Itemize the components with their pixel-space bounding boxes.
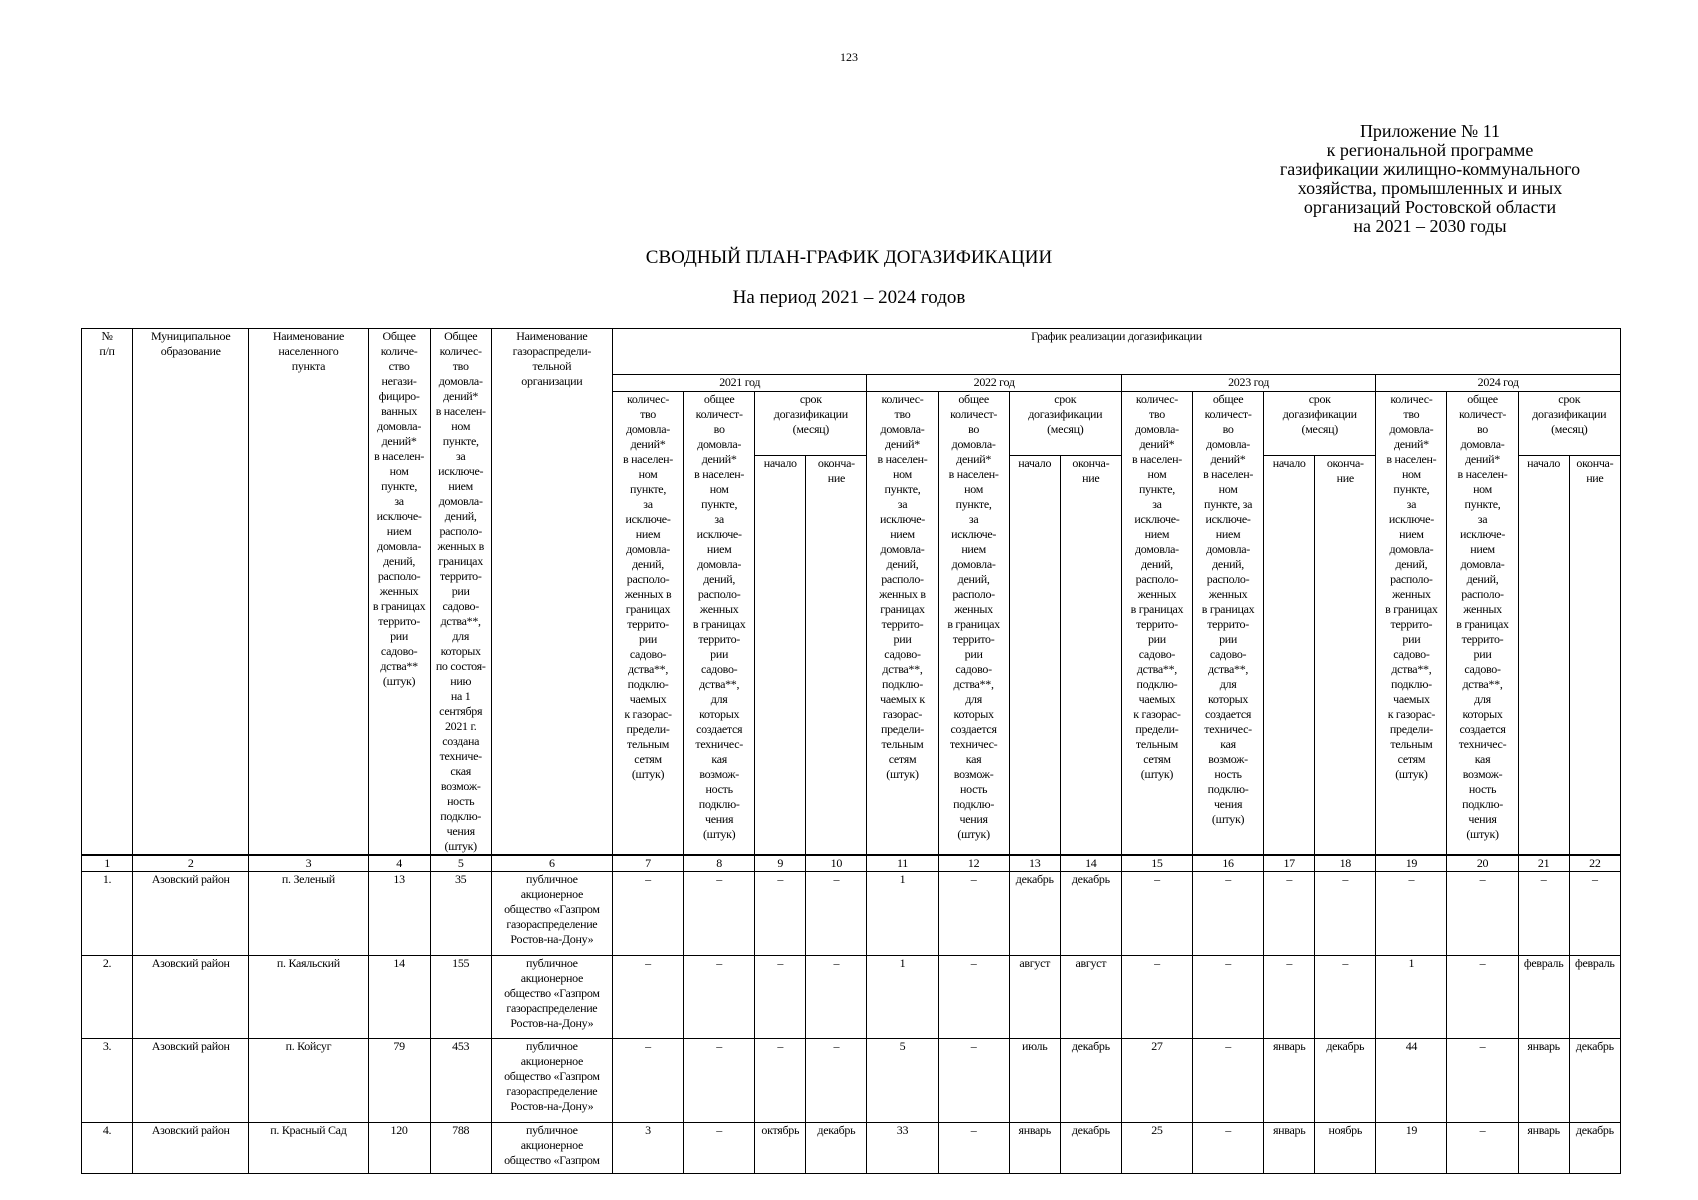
- table-cell: 35: [430, 872, 491, 956]
- table-cell: –: [1518, 872, 1569, 956]
- table-cell: –: [806, 872, 867, 956]
- appendix-line: организаций Ростовской области: [1303, 197, 1557, 217]
- table-cell: –: [1121, 955, 1192, 1039]
- table-cell: август: [1009, 955, 1060, 1039]
- column-number: 4: [368, 855, 430, 872]
- table-cell: июль: [1009, 1039, 1060, 1123]
- table-cell: –: [1376, 872, 1447, 956]
- table-cell: –: [1193, 1123, 1264, 1173]
- table-cell: январь: [1518, 1123, 1569, 1173]
- header-year-2024: 2024 год: [1376, 375, 1621, 392]
- header-connected: количес- тво домовла- дений* в населен- ном пункте, за исключе- нием домовла- дений, располо- женных в границах террито- рии садово- дства**, подклю- чаемых к газорас- предели- тельным сетям (штук): [1376, 392, 1447, 856]
- header-start: начало: [1009, 455, 1060, 855]
- header-municipality: Муниципальное образование: [133, 329, 249, 856]
- header-connected: количес- тво домовла- дений* в населен- ном пункте, за исключе- нием домовла- дений, располо- женных в границах террито- рии садово- дства**, подклю- чаемых к газорас- предели- тельным сетям (штук): [867, 392, 938, 856]
- table-cell: ноябрь: [1315, 1123, 1376, 1173]
- column-number: 6: [491, 855, 612, 872]
- column-number: 7: [612, 855, 683, 872]
- table-cell: –: [684, 1039, 755, 1123]
- table-cell: –: [938, 872, 1009, 956]
- table-cell: п. Красный Сад: [249, 1123, 368, 1173]
- header-year-2023: 2023 год: [1121, 375, 1375, 392]
- table-cell: февраль: [1569, 955, 1620, 1039]
- table-cell: январь: [1518, 1039, 1569, 1123]
- table-cell: декабрь: [806, 1123, 867, 1173]
- header-total-capable: Общее количес- тво домовла- дений* в населен- ном пункте, за исключе- нием домовла- дений, располо- женных в границах террито- рии садово- дства**, для которых по состоя- нию на 1 сентября 2021 г. создана техниче- ская возмож- ность подклю- чения (штук): [430, 329, 491, 856]
- table-cell: август: [1060, 955, 1121, 1039]
- header-created: общее количест- во домовла- дений* в населен- ном пункте, за исключе- нием домовла- дений, располо- женных в границах террито- рии садово- дства**, для которых создается техничес- кая возмож- ность подклю- чения (штук): [938, 392, 1009, 856]
- table-cell: 120: [368, 1123, 430, 1173]
- header-num: № п/п: [82, 329, 133, 856]
- column-number: 17: [1264, 855, 1315, 872]
- table-cell: публичное акционерное общество «Газпром газораспределение Ростов-на-Дону»: [491, 872, 612, 956]
- table-cell: 33: [867, 1123, 938, 1173]
- header-year-2022: 2022 год: [867, 375, 1121, 392]
- table-cell: п. Каяльский: [249, 955, 368, 1039]
- document-subtitle: На период 2021 – 2024 годов: [732, 287, 966, 308]
- table-cell: –: [1193, 872, 1264, 956]
- column-number: 9: [755, 855, 806, 872]
- table-cell: 14: [368, 955, 430, 1039]
- table-cell: 13: [368, 872, 430, 956]
- appendix-line: к региональной программе: [1326, 140, 1534, 160]
- column-number: 10: [806, 855, 867, 872]
- table-cell: 3.: [82, 1039, 133, 1123]
- header-end: оконча- ние: [1569, 455, 1620, 855]
- table-cell: –: [1193, 955, 1264, 1039]
- table-cell: 1: [867, 955, 938, 1039]
- column-number: 21: [1518, 855, 1569, 872]
- appendix-line: Приложение № 11: [1359, 121, 1501, 141]
- table-cell: Азовский район: [133, 872, 249, 956]
- header-year-2021: 2021 год: [612, 375, 866, 392]
- column-number: 8: [684, 855, 755, 872]
- table-cell: –: [1193, 1039, 1264, 1123]
- table-cell: –: [1447, 1039, 1518, 1123]
- document-title: СВОДНЫЙ ПЛАН-ГРАФИК ДОГАЗИФИКАЦИИ: [645, 247, 1053, 268]
- table-cell: Азовский район: [133, 1039, 249, 1123]
- table-cell: октябрь: [755, 1123, 806, 1173]
- header-start: начало: [1264, 455, 1315, 855]
- page-number: 123: [840, 50, 858, 64]
- table-cell: –: [755, 1039, 806, 1123]
- table-cell: декабрь: [1009, 872, 1060, 956]
- header-term: срок догазификации (месяц): [1009, 392, 1121, 456]
- header-term: срок догазификации (месяц): [1518, 392, 1620, 456]
- table-cell: 1.: [82, 872, 133, 956]
- table-cell: 453: [430, 1039, 491, 1123]
- table-cell: –: [1315, 955, 1376, 1039]
- table-cell: –: [938, 1039, 1009, 1123]
- table-cell: публичное акционерное общество «Газпром газораспределение Ростов-на-Дону»: [491, 955, 612, 1039]
- table-cell: –: [938, 1123, 1009, 1173]
- header-end: оконча- ние: [806, 455, 867, 855]
- table-cell: –: [684, 872, 755, 956]
- header-settlement: Наименование населенного пункта: [249, 329, 368, 856]
- table-cell: –: [612, 1039, 683, 1123]
- table-cell: 25: [1121, 1123, 1192, 1173]
- table-cell: декабрь: [1060, 872, 1121, 956]
- table-cell: январь: [1264, 1039, 1315, 1123]
- table-cell: п. Зеленый: [249, 872, 368, 956]
- column-number: 13: [1009, 855, 1060, 872]
- header-end: оконча- ние: [1315, 455, 1376, 855]
- table-cell: –: [1447, 872, 1518, 956]
- column-number: 20: [1447, 855, 1518, 872]
- column-number: 1: [82, 855, 133, 872]
- table-cell: 5: [867, 1039, 938, 1123]
- table-body: [82, 855, 1621, 1173]
- header-term: срок догазификации (месяц): [1264, 392, 1376, 456]
- table-cell: Азовский район: [133, 955, 249, 1039]
- header-connected: количес- тво домовла- дений* в населен- ном пункте, за исключе- нием домовла- дений, располо- женных в границах террито- рии садово- дства**, подклю- чаемых к газорас- предели- тельным сетям (штук): [612, 392, 683, 856]
- column-number: 3: [249, 855, 368, 872]
- table-row: [82, 955, 1621, 1039]
- table-cell: публичное акционерное общество «Газпром газораспределение Ростов-на-Дону»: [491, 1039, 612, 1123]
- table-cell: Азовский район: [133, 1123, 249, 1173]
- column-number: 5: [430, 855, 491, 872]
- table-cell: –: [755, 955, 806, 1039]
- column-numbers-row: [82, 855, 1621, 872]
- table-cell: декабрь: [1569, 1039, 1620, 1123]
- table-cell: 4.: [82, 1123, 133, 1173]
- appendix-block: [1240, 122, 1620, 236]
- header-created: общее количест- во домовла- дений* в населен- ном пункте, за исключе- нием домовла- дений, располо- женных в границах террито- рии садово- дства**, для которых создается техничес- кая возмож- ность подклю- чения (штук): [1447, 392, 1518, 856]
- header-start: начало: [1518, 455, 1569, 855]
- table-cell: –: [1264, 955, 1315, 1039]
- column-number: 15: [1121, 855, 1192, 872]
- table-row: [82, 1123, 1621, 1173]
- table-cell: –: [684, 955, 755, 1039]
- column-number: 16: [1193, 855, 1264, 872]
- table-cell: п. Койсуг: [249, 1039, 368, 1123]
- table-cell: 27: [1121, 1039, 1192, 1123]
- header-term: срок догазификации (месяц): [755, 392, 867, 456]
- column-number: 19: [1376, 855, 1447, 872]
- header-connected: количес- тво домовла- дений* в населен- ном пункте, за исключе- нием домовла- дений, располо- женных в границах террито- рии садово- дства**, подклю- чаемых к газорас- предели- тельным сетям (штук): [1121, 392, 1192, 856]
- table-cell: –: [1121, 872, 1192, 956]
- header-gas-org: Наименование газораспредели- тельной организации: [491, 329, 612, 856]
- plan-table: [81, 328, 1621, 1174]
- table-cell: 1: [867, 872, 938, 956]
- table-cell: –: [806, 955, 867, 1039]
- table-cell: 788: [430, 1123, 491, 1173]
- appendix-line: газификации жилищно-коммунального: [1279, 159, 1581, 179]
- header-end: оконча- ние: [1060, 455, 1121, 855]
- table-cell: 2.: [82, 955, 133, 1039]
- header-start: начало: [755, 455, 806, 855]
- table-cell: январь: [1009, 1123, 1060, 1173]
- table-cell: –: [1264, 872, 1315, 956]
- table-cell: 44: [1376, 1039, 1447, 1123]
- table-cell: –: [684, 1123, 755, 1173]
- appendix-line: на 2021 – 2030 годы: [1353, 216, 1507, 236]
- column-number: 18: [1315, 855, 1376, 872]
- table-cell: декабрь: [1060, 1039, 1121, 1123]
- column-number: 22: [1569, 855, 1620, 872]
- table-cell: декабрь: [1315, 1039, 1376, 1123]
- table-cell: февраль: [1518, 955, 1569, 1039]
- table-cell: –: [1315, 872, 1376, 956]
- table-cell: –: [1569, 872, 1620, 956]
- header-created: общее количест- во домовла- дений* в населен- ном пункте, за исключе- нием домовла- дений, располо- женных в границах террито- рии садово- дства**, для которых создается техничес- кая возмож- ность подклю- чения (штук): [684, 392, 755, 856]
- table-cell: декабрь: [1569, 1123, 1620, 1173]
- table-row: [82, 872, 1621, 956]
- table-cell: –: [755, 872, 806, 956]
- table-cell: 155: [430, 955, 491, 1039]
- table-cell: 19: [1376, 1123, 1447, 1173]
- table-cell: январь: [1264, 1123, 1315, 1173]
- column-number: 2: [133, 855, 249, 872]
- header-schedule: График реализации догазификации: [612, 329, 1620, 375]
- table-header: [82, 329, 1621, 856]
- table-cell: декабрь: [1060, 1123, 1121, 1173]
- table-cell: 3: [612, 1123, 683, 1173]
- table-cell: 1: [1376, 955, 1447, 1039]
- table-cell: –: [1447, 955, 1518, 1039]
- header-created: общее количест- во домовла- дений* в населен- ном пункте, за исключе- нием домовла- дений, располо- женных в границах террито- рии садово- дства**, для которых создается техничес- кая возмож- ность подклю- чения (штук): [1193, 392, 1264, 856]
- table-cell: –: [938, 955, 1009, 1039]
- table-cell: –: [1447, 1123, 1518, 1173]
- table-cell: –: [612, 955, 683, 1039]
- table-cell: публичное акционерное общество «Газпром: [491, 1123, 612, 1173]
- table-cell: –: [612, 872, 683, 956]
- column-number: 12: [938, 855, 1009, 872]
- appendix-line: хозяйства, промышленных и иных: [1297, 178, 1563, 198]
- table-cell: 79: [368, 1039, 430, 1123]
- column-number: 11: [867, 855, 938, 872]
- column-number: 14: [1060, 855, 1121, 872]
- header-total-nongasified: Общее количе- ство негази- фициро- ванных домовла- дений* в населен- ном пункте, за исключе- нием домовла- дений, располо- женных в границах террито- рии садово- дства** (штук): [368, 329, 430, 856]
- table-cell: –: [806, 1039, 867, 1123]
- table-row: [82, 1039, 1621, 1123]
